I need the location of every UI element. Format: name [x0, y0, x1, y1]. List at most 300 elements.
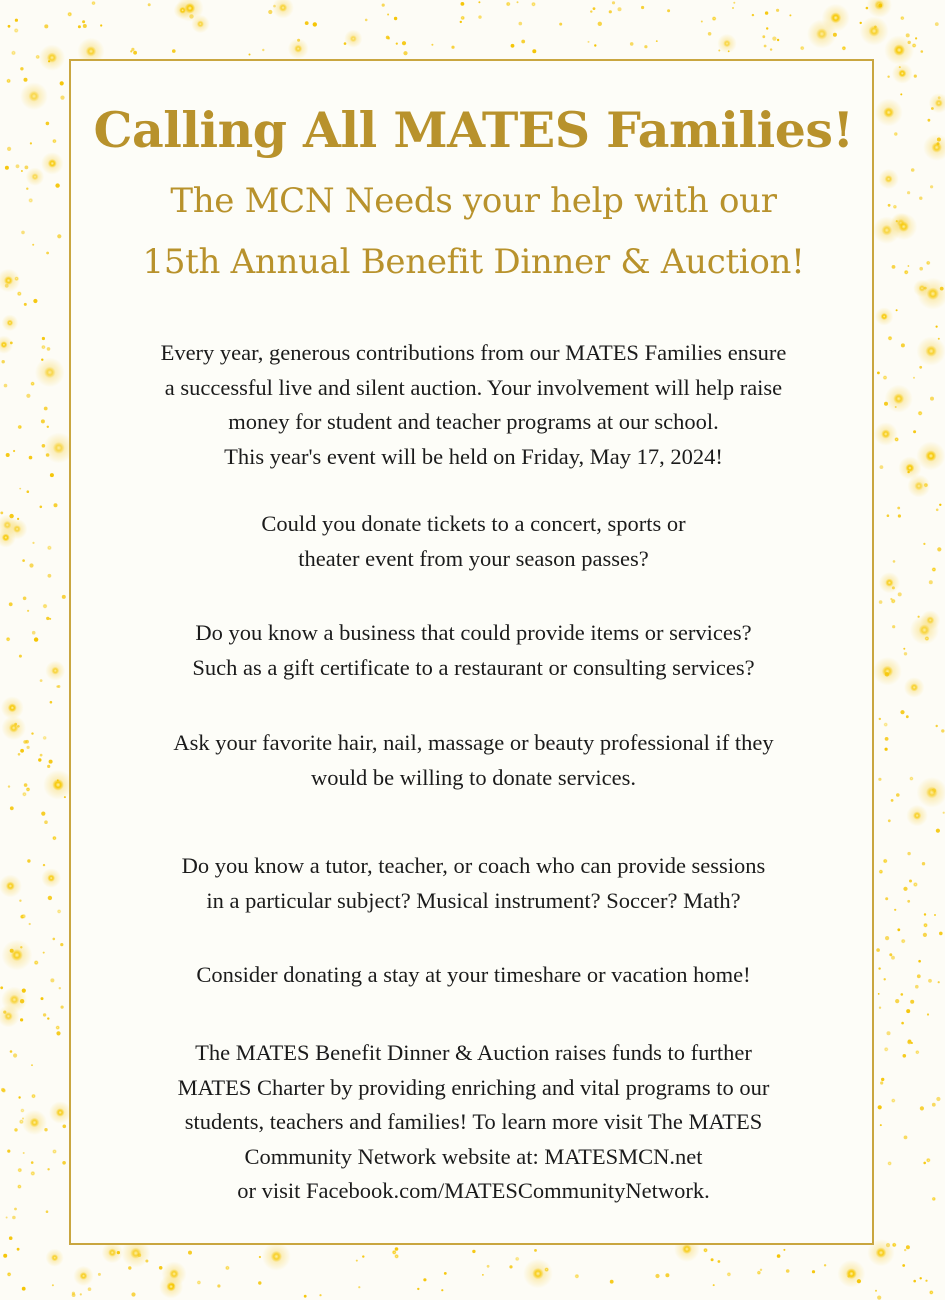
sparkle-dot: [901, 939, 906, 944]
sparkle-dot: [8, 25, 11, 28]
sparkle-dot: [50, 473, 54, 477]
website-line: Community Network website at: MATESMCN.net: [244, 1143, 703, 1169]
sparkle-dot: [24, 303, 27, 306]
sparkle-dot: [900, 16, 904, 20]
sparkle-dot: [891, 1098, 896, 1103]
sparkle-dot: [41, 345, 46, 350]
sparkle-dot: [892, 265, 896, 269]
flyer-subtitle-line-1: The MCN Needs your help with our: [170, 181, 777, 221]
sparkle-dot: [52, 1284, 54, 1286]
sparkle-dot: [47, 1017, 49, 1019]
sparkle-dot: [723, 40, 730, 47]
sparkle-dot: [929, 580, 933, 584]
sparkle-dot: [875, 1290, 877, 1292]
sparkle-dot: [915, 37, 917, 39]
sparkle-dot: [472, 1250, 475, 1253]
sparkle-dot: [880, 1081, 883, 1084]
sparkle-dot: [766, 27, 768, 29]
sparkle-dot: [444, 1272, 447, 1275]
sparkle-dot: [732, 7, 734, 9]
sparkle-dot: [57, 909, 62, 914]
sparkle-dot: [23, 597, 27, 601]
sparkle-dot: [29, 923, 31, 925]
sparkle-dot: [268, 10, 272, 14]
sparkle-dot: [395, 1247, 399, 1251]
sparkle-dot: [930, 397, 934, 401]
sparkle-dot: [907, 191, 910, 194]
sparkle-dot: [913, 430, 916, 433]
sparkle-dot: [365, 19, 368, 22]
sparkle-dot: [6, 1217, 8, 1219]
sparkle-dot: [82, 20, 85, 23]
sparkle-dot: [907, 1040, 911, 1044]
sparkle-dot: [61, 1006, 64, 1009]
sparkle-dot: [4, 384, 8, 388]
sparkle-dot: [12, 1216, 16, 1220]
timeshare-paragraph: [71, 958, 876, 993]
sparkle-dot: [909, 880, 912, 883]
sparkle-dot: [29, 563, 33, 567]
sparkle-dot: [402, 41, 406, 45]
sparkle-dot: [29, 91, 40, 102]
sparkle-dot: [52, 139, 57, 144]
sparkle-dot: [892, 625, 895, 628]
sparkle-dot: [900, 93, 902, 95]
sparkle-dot: [431, 44, 433, 46]
sparkle-dot: [13, 450, 15, 452]
sparkle-dot: [46, 1210, 49, 1213]
sparkle-dot: [21, 170, 23, 172]
sparkle-dot: [901, 993, 904, 996]
paragraph-line: Consider donating a stay at your timeshare or vacation home!: [196, 962, 751, 987]
sparkle-dot: [17, 1184, 22, 1189]
sparkle-dot: [789, 14, 791, 16]
sparkle-dot: [618, 7, 622, 11]
sparkle-dot: [728, 50, 730, 52]
sparkle-dot: [55, 183, 59, 187]
sparkle-dot: [883, 107, 894, 118]
sparkle-dot: [885, 672, 889, 676]
sparkle-dot: [47, 765, 50, 768]
sparkle-dot: [48, 159, 57, 168]
sparkle-dot: [294, 45, 302, 53]
sparkle-dot: [682, 1244, 692, 1254]
sparkle-dot: [128, 1266, 131, 1269]
sparkle-dot: [760, 1269, 762, 1271]
tickets-paragraph: [71, 507, 876, 576]
sparkle-dot: [936, 509, 939, 512]
sparkle-dot: [394, 1254, 399, 1259]
sparkle-dot: [588, 41, 590, 43]
business-paragraph: [71, 616, 876, 685]
sparkle-dot: [17, 518, 19, 520]
sparkle-dot: [34, 960, 39, 965]
sparkle-dot: [876, 1247, 887, 1258]
sparkle-dot: [60, 96, 64, 100]
sparkle-dot: [922, 862, 925, 865]
sparkle-dot: [915, 985, 919, 989]
sparkle-dot: [10, 949, 14, 953]
sparkle-dot: [54, 503, 58, 507]
sparkle-dot: [482, 1274, 484, 1276]
sparkle-dot: [26, 394, 30, 398]
sparkle-dot: [34, 637, 38, 641]
sparkle-dot: [918, 960, 921, 963]
sparkle-dot: [14, 276, 19, 281]
sparkle-dot: [912, 43, 917, 48]
sparkle-dot: [701, 21, 703, 23]
sparkle-dot: [713, 1284, 715, 1286]
sparkle-dot: [816, 28, 827, 39]
sparkle-dot: [939, 932, 943, 936]
sparkle-dot: [904, 1249, 906, 1251]
sparkle-dot: [22, 1287, 26, 1291]
sparkle-dot: [27, 746, 30, 749]
sparkle-dot: [884, 1047, 889, 1052]
sparkle-dot: [133, 51, 137, 55]
sparkle-dot: [57, 234, 61, 238]
sparkle-dot: [20, 1018, 23, 1021]
sparkle-dot: [56, 1031, 60, 1035]
sparkle-dot: [41, 997, 44, 1000]
sparkle-dot: [575, 1274, 580, 1279]
sparkle-dot: [897, 507, 900, 510]
sparkle-dot: [46, 122, 50, 126]
intro-paragraph: [71, 336, 876, 474]
sparkle-dot: [53, 938, 56, 941]
sparkle-dot: [258, 1281, 261, 1284]
sparkle-dot: [910, 683, 918, 691]
sparkle-dot: [733, 2, 735, 4]
paragraph-line: in a particular subject? Musical instrument? Soccer? Math?: [206, 887, 741, 913]
sparkle-dot: [67, 12, 72, 17]
sparkle-dot: [936, 1097, 940, 1101]
sparkle-dot: [915, 1050, 919, 1054]
sparkle-dot: [896, 309, 898, 311]
sparkle-dot: [417, 1288, 419, 1290]
sparkle-dot: [783, 1249, 785, 1251]
sparkle-dot: [772, 37, 776, 41]
sparkle-dot: [18, 1096, 20, 1098]
sparkle-dot: [923, 923, 928, 928]
sparkle-dot: [24, 783, 28, 787]
sparkle-dot: [885, 579, 893, 587]
sparkle-dot: [44, 367, 55, 378]
sparkle-dot: [57, 685, 60, 688]
sparkle-dot: [885, 175, 893, 183]
sparkle-dot: [757, 1271, 761, 1275]
sparkle-dot: [532, 49, 536, 53]
tutor-paragraph: [71, 849, 876, 918]
sparkle-dot: [898, 69, 906, 77]
flyer-title: Calling All MATES Families!: [93, 101, 854, 159]
sparkle-dot: [43, 952, 45, 954]
sparkle-dot: [896, 793, 900, 797]
sparkle-dot: [461, 2, 465, 6]
sparkle-dot: [60, 81, 64, 85]
sparkle-dot: [919, 267, 923, 271]
sparkle-dot: [593, 7, 596, 10]
sparkle-dot: [6, 637, 11, 642]
sparkle-dot: [655, 1274, 659, 1278]
facebook-line: or visit Facebook.com/MATESCommunityNetwork.: [237, 1178, 710, 1203]
sparkle-dot: [878, 1105, 882, 1109]
sparkle-dot: [19, 900, 21, 902]
sparkle-dot: [88, 1287, 92, 1291]
sparkle-dot: [878, 778, 881, 781]
sparkle-dot: [893, 205, 897, 209]
sparkle-dot: [59, 987, 61, 989]
sparkle-dot: [259, 1256, 261, 1258]
paragraph-line: Ask your favorite hair, nail, massage or beauty professional if they: [173, 730, 774, 755]
sparkle-dot: [887, 76, 889, 78]
sparkle-dot: [197, 21, 204, 28]
sparkle-dot: [920, 1106, 924, 1110]
sparkle-dot: [879, 1007, 881, 1009]
sparkle-dot: [41, 359, 43, 361]
sparkle-dot: [31, 1094, 36, 1099]
sparkle-dot: [924, 636, 929, 641]
sparkle-dot: [519, 22, 523, 26]
sparkle-dot: [189, 14, 193, 18]
sparkle-dot: [22, 559, 25, 562]
sparkle-dot: [60, 943, 63, 946]
sparkle-dot: [938, 981, 940, 983]
sparkle-dot: [14, 723, 17, 726]
sparkle-dot: [906, 464, 915, 473]
sparkle-dot: [907, 471, 909, 473]
sparkle-dot: [6, 453, 10, 457]
sparkle-dot: [188, 1251, 192, 1255]
sparkle-dot: [44, 24, 48, 28]
sparkle-dot: [98, 1273, 101, 1276]
sparkle-dot: [30, 1171, 35, 1176]
sparkle-dot: [52, 836, 57, 841]
sparkle-dot: [904, 270, 909, 275]
sparkle-dot: [460, 21, 462, 23]
sparkle-dot: [0, 341, 7, 348]
sparkle-dot: [172, 49, 176, 53]
sparkle-dot: [48, 60, 50, 62]
sparkle-dot: [703, 1248, 708, 1253]
sparkle-dot: [15, 19, 18, 22]
sparkle-dot: [423, 1278, 426, 1281]
sparkle-dot: [925, 450, 936, 461]
sparkle-dot: [130, 1248, 141, 1259]
sparkle-dot: [887, 514, 890, 517]
sparkle-dot: [926, 345, 937, 356]
sparkle-dot: [7, 320, 13, 326]
sparkle-dot: [907, 900, 910, 903]
sparkle-dot: [846, 1268, 857, 1279]
paragraph-line: students, teachers and families! To learn more visit The MATES: [184, 1109, 763, 1134]
sparkle-dot: [913, 812, 921, 820]
sparkle-dot: [48, 896, 52, 900]
sparkle-dot: [49, 618, 51, 620]
sparkle-dot: [926, 261, 931, 266]
paragraph-line: The MATES Benefit Dinner & Auction raises funds to further: [195, 1040, 752, 1065]
sparkle-dot: [612, 1, 615, 4]
sparkle-dot: [667, 9, 670, 12]
sparkle-dot: [897, 928, 900, 931]
sparkle-dot: [899, 66, 901, 68]
sparkle-dot: [100, 24, 102, 26]
sparkle-dot: [931, 107, 934, 110]
sparkle-dot: [913, 1280, 916, 1283]
sparkle-dot: [888, 336, 893, 341]
sparkle-dot: [441, 1289, 443, 1291]
sparkle-dot: [932, 567, 937, 572]
flyer-frame: [69, 59, 874, 1245]
sparkle-dot: [138, 1253, 142, 1257]
sparkle-dot: [891, 956, 895, 960]
sparkle-dot: [901, 343, 905, 347]
sparkle-dot: [883, 722, 888, 727]
sparkle-dot: [718, 1260, 721, 1263]
paragraph-line: Every year, generous contributions from our MATES Families ensure: [160, 340, 787, 365]
sparkle-dot: [43, 1013, 46, 1016]
sparkle-dot: [7, 1272, 12, 1277]
sparkle-dot: [17, 1168, 22, 1173]
sparkle-dot: [131, 1292, 135, 1296]
sparkle-dot: [279, 4, 287, 12]
sparkle-dot: [943, 812, 945, 814]
sparkle-dot: [893, 44, 905, 56]
sparkle-dot: [881, 429, 890, 438]
sparkle-dot: [41, 419, 45, 423]
sparkle-dot: [712, 16, 717, 21]
sparkle-dot: [249, 54, 251, 56]
sparkle-dot: [31, 1161, 34, 1164]
sparkle-dot: [460, 16, 465, 21]
sparkle-dot: [8, 785, 10, 787]
sparkle-dot: [531, 2, 536, 7]
sparkle-dot: [225, 1266, 230, 1271]
sparkle-dot: [7, 1150, 10, 1153]
sparkle-dot: [609, 10, 612, 13]
sparkle-dot: [344, 42, 347, 45]
sparkle-dot: [920, 1277, 922, 1279]
sparkle-dot: [478, 15, 482, 19]
sparkle-dot: [879, 600, 883, 604]
sparkle-dot: [271, 1251, 282, 1262]
sparkle-dot: [9, 995, 19, 1005]
sparkle-dot: [883, 859, 888, 864]
sparkle-dot: [47, 426, 49, 428]
sparkle-dot: [40, 506, 43, 509]
sparkle-dot: [4, 276, 13, 285]
sparkle-dot: [2, 360, 5, 363]
sparkle-dot: [9, 602, 13, 606]
sparkle-dot: [6, 882, 15, 891]
sparkle-dot: [594, 44, 596, 46]
sparkle-dot: [44, 1128, 47, 1131]
sparkle-dot: [46, 252, 49, 255]
sparkle-dot: [3, 1254, 7, 1258]
sparkle-dot: [892, 586, 895, 589]
sparkle-dot: [451, 46, 454, 49]
sparkle-dot: [506, 2, 511, 7]
sparkle-dot: [902, 1264, 905, 1267]
sparkle-dot: [27, 490, 30, 493]
sparkle-dot: [883, 375, 888, 380]
sparkle-dot: [903, 1054, 907, 1058]
sparkle-dot: [14, 28, 19, 33]
paragraph-line: Do you know a business that could provide items or services?: [195, 620, 752, 645]
sparkle-dot: [51, 1254, 58, 1261]
sparkle-dot: [887, 1161, 892, 1166]
sparkle-dot: [762, 35, 765, 38]
sparkle-dot: [31, 732, 33, 734]
sparkle-dot: [52, 1149, 57, 1154]
sparkle-dot: [904, 652, 907, 655]
sparkle-dot: [903, 648, 905, 650]
sparkle-dot: [26, 188, 28, 190]
sparkle-dot: [521, 40, 525, 44]
sparkle-dot: [925, 1280, 927, 1282]
sparkle-dot: [17, 725, 20, 728]
sparkle-dot: [913, 377, 915, 379]
sparkle-dot: [918, 411, 923, 416]
sparkle-dot: [25, 740, 29, 744]
sparkle-dot: [878, 967, 880, 969]
sparkle-dot: [62, 595, 66, 599]
sparkle-dot: [880, 465, 884, 469]
sparkle-dot: [764, 45, 767, 48]
sparkle-dot: [305, 21, 309, 25]
sparkle-dot: [47, 874, 55, 882]
sparkle-dot: [881, 313, 888, 320]
sparkle-dot: [882, 225, 893, 236]
sparkle-dot: [78, 25, 81, 28]
sparkle-dot: [38, 758, 41, 761]
beauty-services-paragraph: [71, 726, 876, 795]
sparkle-dot: [544, 1267, 549, 1272]
sparkle-dot: [534, 1249, 537, 1252]
sparkle-dot: [928, 979, 932, 983]
sparkle-dot: [3, 1011, 6, 1014]
sparkle-dot: [800, 46, 805, 51]
sparkle-dot: [927, 1013, 929, 1015]
sparkle-dot: [42, 337, 45, 340]
sparkle-dot: [9, 1236, 13, 1240]
sparkle-dot: [6, 79, 11, 84]
sparkle-dot: [350, 35, 357, 42]
sparkle-dot: [770, 48, 772, 50]
sparkle-dot: [47, 1168, 49, 1170]
sparkle-dot: [403, 51, 407, 55]
sparkle-dot: [777, 1254, 781, 1258]
sparkle-dot: [159, 1266, 163, 1270]
sparkle-dot: [319, 1294, 321, 1296]
sparkle-dot: [878, 993, 880, 995]
sparkle-dot: [27, 610, 29, 612]
sparkle-dot: [893, 560, 896, 563]
sparkle-dot: [131, 48, 134, 51]
sparkle-dot: [888, 204, 891, 207]
sparkle-dot: [932, 1103, 936, 1107]
sparkle-dot: [313, 22, 317, 26]
sparkle-dot: [20, 749, 24, 753]
sparkle-dot: [877, 1296, 881, 1300]
sparkle-dot: [752, 14, 754, 16]
sparkle-dot: [217, 1284, 220, 1287]
sparkle-dot: [901, 1022, 904, 1025]
sparkle-dot: [80, 1272, 88, 1280]
sparkle-dot: [55, 1025, 60, 1030]
sparkle-dot: [903, 887, 907, 891]
paragraph-line: Such as a gift certificate to a restaurant or consulting services?: [192, 654, 755, 680]
